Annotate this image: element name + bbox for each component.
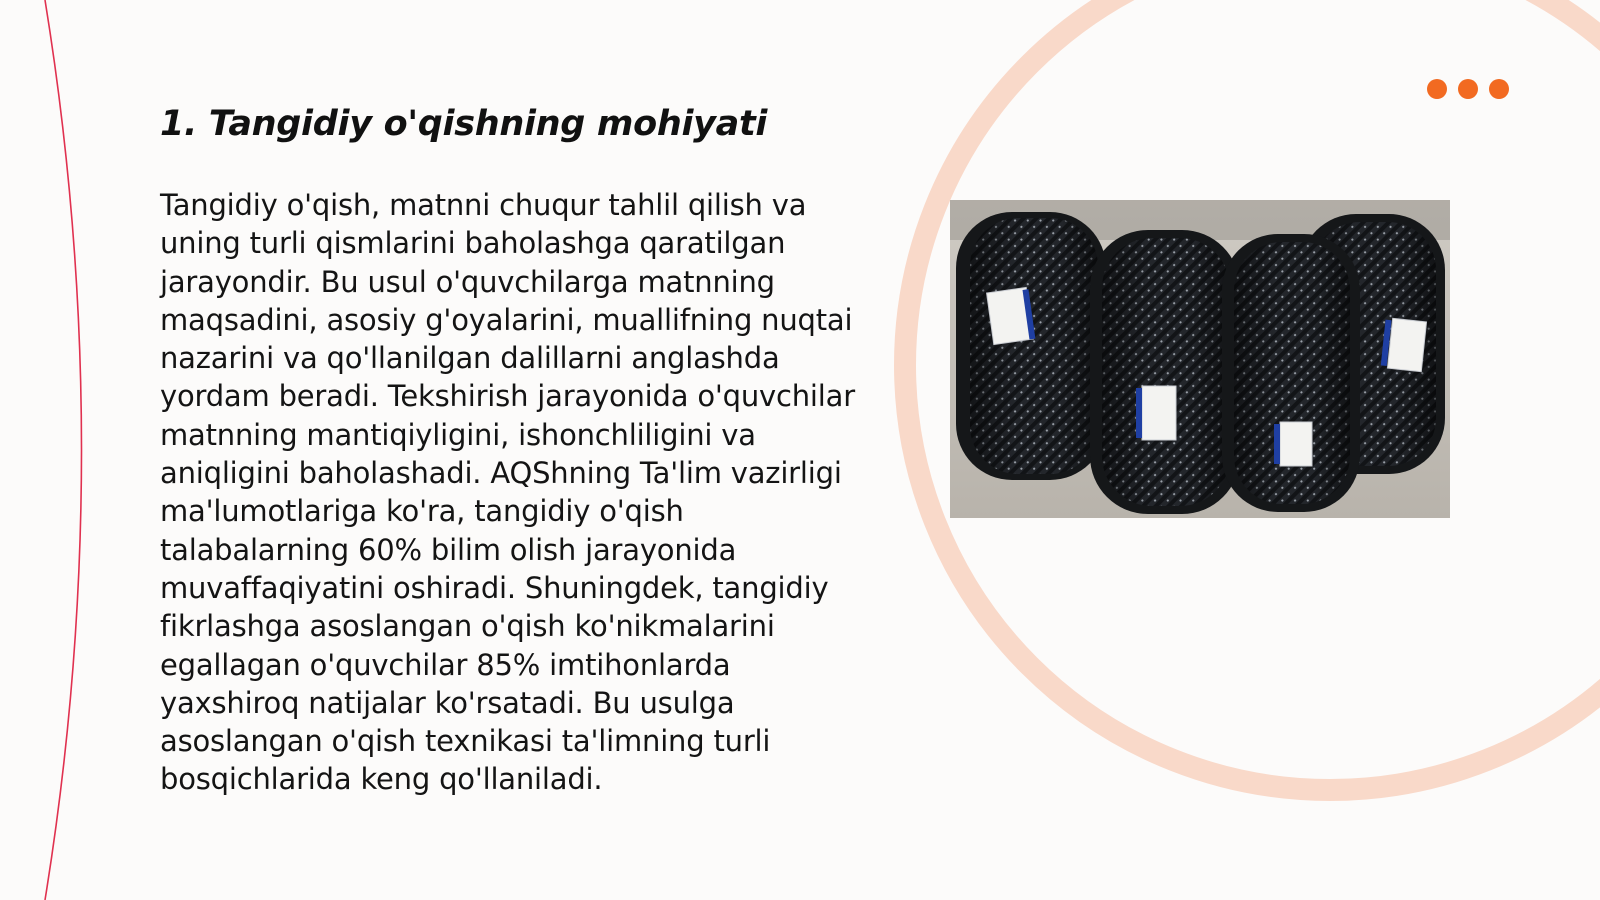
tire-2	[1090, 230, 1240, 514]
left-curve-line	[45, 0, 82, 900]
menu-dots	[1427, 79, 1509, 99]
tire-3	[1222, 234, 1360, 512]
slide-body-text: Tangidiy o'qish, matnni chuqur tahlil qilish va uning turli qismlarini baholashga qaratilgan jarayondir. Bu usul o'quvchilarga matnning maqsadini, asosiy g'oyalarini, muallifning nuqtai nazarini va qo'llanilgan dalillarni anglashda yordam beradi. Tekshirish jarayonida o'quvchilar matnning mantiqiyligini, ishonchliligini va aniqligini baholashadi. AQShning Ta'lim vazirligi ma'lumotlariga ko'ra, tangidiy o'qish talabalarning 60% bilim olish jarayonida muvaffaqiyatini oshiradi. Shuningdek, tangidiy fikrlashga asoslangan o'qish ko'nikmalarini egallagan o'quvchilar 85% imtihonlarda yaxshiroq natijalar ko'rsatadi. Bu usulga asoslangan o'qish texnikasi ta'limning turli bosqichlarida keng qo'llaniladi.	[160, 188, 855, 797]
dot-icon	[1458, 79, 1478, 99]
slide-title: 1. Tangidiy o'qishning mohiyati	[160, 104, 768, 144]
dot-icon	[1427, 79, 1447, 99]
dot-icon	[1489, 79, 1509, 99]
tire-1	[956, 212, 1106, 480]
winter-tires-photo	[950, 200, 1450, 518]
